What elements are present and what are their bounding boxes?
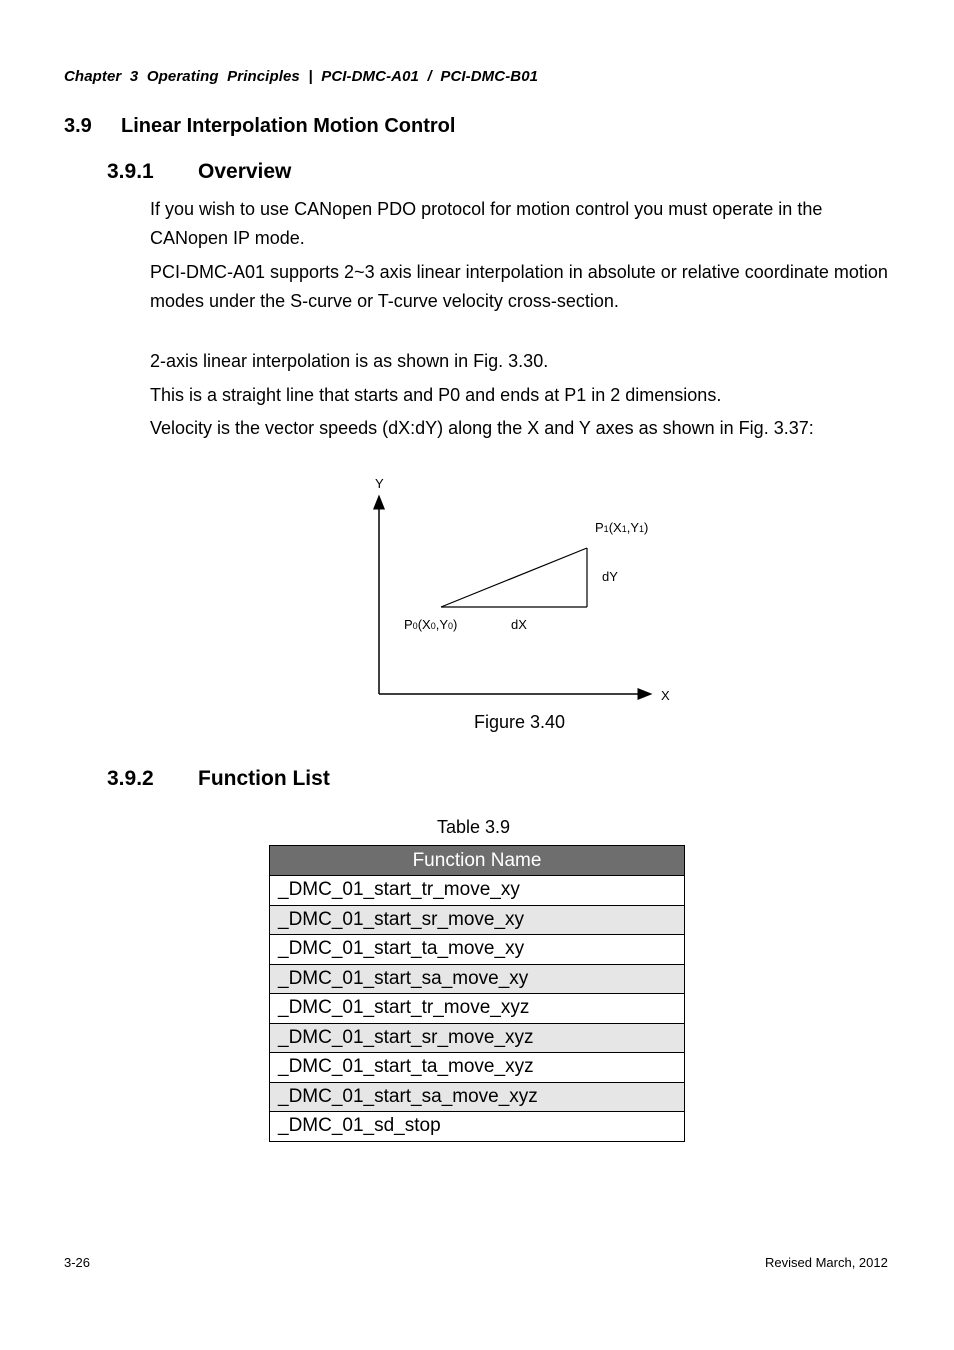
table-cell: _DMC_01_start_ta_move_xy: [270, 935, 685, 965]
table-cell: _DMC_01_start_tr_move_xy: [270, 876, 685, 906]
overview-title: Overview: [198, 160, 292, 183]
running-header: Chapter 3 Operating Principles | PCI-DMC-A01 / PCI-DMC-B01: [64, 68, 539, 85]
table-row: [270, 994, 685, 1024]
table-cell: _DMC_01_start_sa_move_xy: [270, 964, 685, 994]
table-cell: _DMC_01_start_sr_move_xyz: [270, 1023, 685, 1053]
overview-paragraph-5: Velocity is the vector speeds (dX:dY) along the X and Y axes as shown in Fig. 3.37:: [150, 418, 814, 438]
y-axis-label: Y: [375, 476, 384, 491]
overview-paragraph-4: This is a straight line that starts and P0 and ends at P1 in 2 dimensions.: [150, 385, 722, 405]
table-row: [270, 964, 685, 994]
table-caption: Table 3.9: [437, 817, 511, 837]
table-cell: _DMC_01_start_ta_move_xyz: [270, 1053, 685, 1083]
table-cell: _DMC_01_start_sr_move_xy: [270, 905, 685, 935]
table-header-row: [270, 846, 685, 876]
function-list-number: 3.9.2: [107, 767, 154, 790]
overview-paragraph-1: If you wish to use CANopen PDO protocol for motion control you must operate in the CANopen IP mode.: [150, 199, 823, 248]
overview-paragraph-2: PCI-DMC-A01 supports 2~3 axis linear interpolation in absolute or relative coordinate motion modes under the S-curve or T-curve velocity cross-section.: [150, 262, 888, 311]
x-axis-label: X: [661, 688, 670, 703]
p0-label: P0(X0,Y0): [404, 617, 458, 632]
overview-paragraph-3: 2-axis linear interpolation is as shown in Fig. 3.30.: [150, 351, 549, 371]
function-table: [269, 845, 685, 1142]
table-row: [270, 905, 685, 935]
dx-label: dX: [511, 617, 527, 632]
interpolation-line: [441, 548, 587, 607]
overview-number: 3.9.1: [107, 160, 154, 183]
revision-date: Revised March, 2012: [765, 1255, 888, 1270]
function-list-title: Function List: [198, 767, 330, 790]
section-title: Linear Interpolation Motion Control: [121, 115, 456, 137]
table-row: [270, 1112, 685, 1142]
figure-caption: Figure 3.40: [474, 712, 566, 732]
dy-label: dY: [602, 569, 618, 584]
table-cell: _DMC_01_start_sa_move_xyz: [270, 1082, 685, 1112]
column-header-function-name: Function Name: [270, 846, 685, 876]
table-row: [270, 1053, 685, 1083]
table-row: [270, 1023, 685, 1053]
p1-label: P1(X1,Y1): [595, 520, 649, 535]
table-row: [270, 876, 685, 906]
section-number: 3.9: [64, 115, 92, 137]
table-row: [270, 935, 685, 965]
page-number: 3-26: [64, 1255, 91, 1270]
table-cell: _DMC_01_sd_stop: [270, 1112, 685, 1142]
table-row: [270, 1082, 685, 1112]
table-cell: _DMC_01_start_tr_move_xyz: [270, 994, 685, 1024]
